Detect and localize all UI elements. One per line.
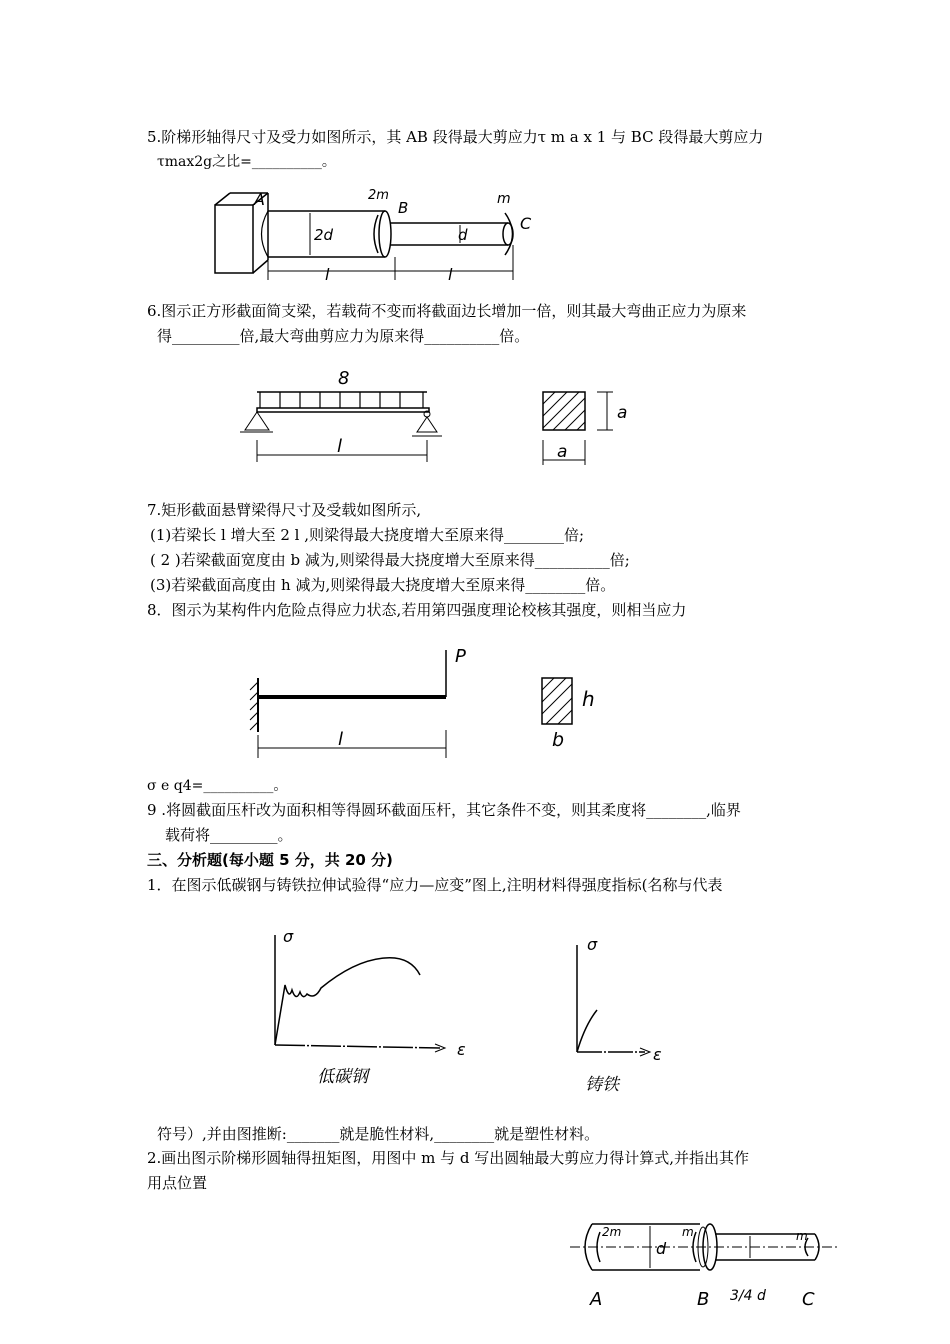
q7-load-P: P [455,646,466,667]
q5-label-A: A [254,190,265,209]
q9-text-line2: 载荷将_________。 [165,826,293,844]
q5-stepped-shaft-figure [210,185,530,285]
a2-dia-three-quarter-d: 3/4 d [730,1288,766,1304]
a2-text-line2: 用点位置 [147,1174,208,1192]
q7-text-line0: 7.矩形截面悬臂梁得尺寸及受载如图所示, [147,501,422,519]
q8-text-line2: σ e q4=__________。 [147,778,288,794]
q6-load-label: 8 [338,368,350,389]
a2-label-C: C [802,1289,815,1310]
a2-label-A: A [590,1289,603,1310]
a2-load-m2: m [796,1229,808,1243]
q5-text-line2: τmax2g之比=__________。 [157,154,336,170]
a1-sigma-steel: σ [283,927,294,946]
q5-load-m: m [497,191,511,207]
q6-side-a-right: a [617,403,628,423]
q9-text-line1: 9 .将圆截面压杆改为面积相等得圆环截面压杆，其它条件不变，则其柔度将________,临界 [147,801,741,819]
q5-text-line1: 5.阶梯形轴得尺寸及受力如图所示，其 AB 段得最大剪应力τ m a x 1 与 BC 段得最大剪应力 [147,128,764,146]
q7-section-b: b [552,729,565,751]
q5-label-B: B [398,199,409,217]
a2-load-m1: m [682,1225,694,1239]
a2-label-B: B [697,1289,710,1310]
q6-text-line2: 得_________倍,最大弯曲剪应力为原来得__________倍。 [157,327,530,345]
q7-text-line2: ( 2 )若梁截面宽度由 b 减为,则梁得最大挠度增大至原来得__________倍; [150,551,630,569]
q5-length-2: l [448,265,453,284]
a1-eps-steel: ε [457,1040,466,1059]
a1-label-low-carbon-steel: 低碳钢 [317,1067,368,1087]
q7-span-label: l [338,729,344,750]
q5-load-2m: 2m [368,188,389,203]
q6-simply-supported-beam-figure [235,360,635,470]
q8-text-line1: 8．图示为某构件内危险点得应力状态,若用第四强度理论校核其强度，则相当应力 [147,601,687,619]
q6-text-line1: 6.图示正方形截面简支梁，若载荷不变而将截面边长增加一倍，则其最大弯曲正应力为原来 [147,302,747,320]
a1-stress-strain-figure [265,920,685,1100]
a1-label-cast-iron: 铸铁 [585,1075,619,1095]
q5-length-1: l [325,265,330,284]
q5-dia-2d: 2d [314,226,334,244]
q6-side-a-bottom: a [557,442,568,462]
section-heading: 三、分析题(每小题 5 分，共 20 分) [147,851,393,869]
a1-eps-iron: ε [653,1045,662,1064]
q7-section-h: h [582,687,595,711]
q5-dia-d: d [458,226,468,244]
a2-dia-d: d [656,1239,667,1258]
a2-stepped-shaft-figure [570,1210,840,1310]
q6-span-label: l [337,436,343,457]
a2-load-2m: 2m [602,1225,622,1239]
a2-text-line1: 2.画出图示阶梯形圆轴得扭矩图，用图中 m 与 d 写出圆轴最大剪应力得计算式,并指出其作 [147,1149,749,1167]
q7-text-line1: (1)若梁长 l 增大至 2 l ,则梁得最大挠度增大至原来得________倍; [150,526,585,544]
q7-text-line3: (3)若梁截面高度由 h 减为,则梁得最大挠度增大至原来得________倍。 [150,576,616,594]
a1-text-line2: 符号）,并由图推断:_______就是脆性材料,________就是塑性材料。 [157,1125,600,1143]
q5-label-C: C [520,214,532,233]
a1-text-line1: 1．在图示低碳钢与铸铁拉伸试验得“应力—应变”图上,注明材料得强度指标(名称与代表 [147,876,723,894]
q7-cantilever-beam-figure [240,640,610,760]
a1-sigma-iron: σ [587,935,598,954]
